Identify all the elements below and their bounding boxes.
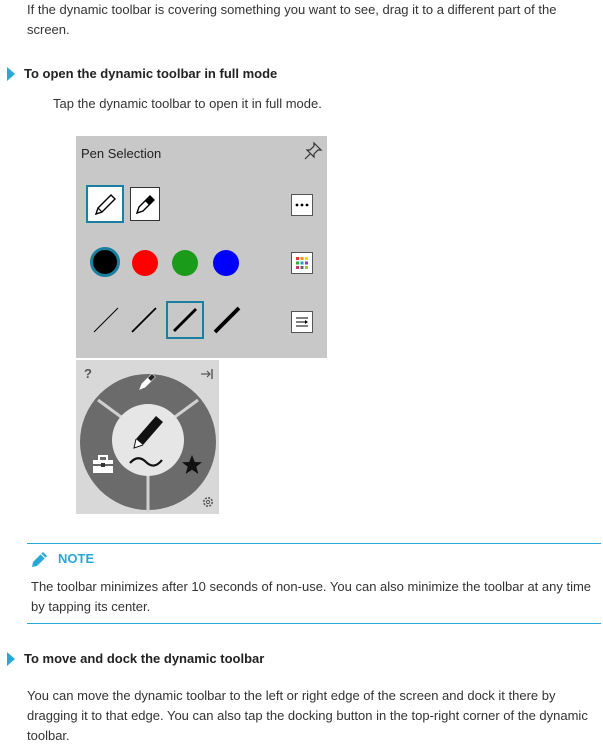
star-favorites-icon[interactable] [180,453,204,477]
dynamic-toolbar[interactable] [76,360,219,514]
pen-selection-panel [76,136,327,358]
section-heading-open-full-mode[interactable]: To open the dynamic toolbar in full mode [24,66,278,81]
pin-icon[interactable] [303,141,323,161]
intro-line-1: If the dynamic toolbar is covering something you want to see, drag it to a different part of the [27,2,557,17]
color-palette-button[interactable] [291,252,313,274]
section-heading-move-dock[interactable]: To move and dock the dynamic toolbar [24,651,265,666]
more-options-button[interactable] [291,194,313,216]
note-bottom-divider [27,623,601,624]
note-line-1: The toolbar minimizes after 10 seconds of non-use. You can also minimize the toolbar at any time [31,579,592,594]
color-swatch-black-selected[interactable] [90,247,120,277]
active-pen-icon [124,408,172,470]
expand-arrow-icon[interactable] [7,67,15,81]
line-thickness-extra-thick-icon[interactable] [211,304,243,336]
line-thickness-thick-selected[interactable] [166,301,204,339]
pen-tool-icon[interactable] [136,369,160,393]
help-button[interactable]: ? [84,366,92,381]
adjust-lines-icon [292,312,312,332]
color-swatch-blue[interactable] [213,250,239,276]
section2-line-2: dragging it to that edge. You can also tap the docking button in the top-right corner of the dynamic [27,708,588,723]
color-swatch-red[interactable] [132,250,158,276]
pen-icon [88,187,122,221]
color-swatch-green[interactable] [172,250,198,276]
note-line-2: by tapping its center. [31,599,151,614]
line-thickness-medium-icon[interactable] [128,304,160,336]
line-thickness-thick-icon [168,303,202,337]
dock-arrow-icon[interactable] [200,368,214,380]
palette-grid-icon [292,253,312,273]
section2-line-1: You can move the dynamic toolbar to the left or right edge of the screen and dock it there by [27,688,556,703]
note-label: NOTE [58,551,95,566]
toolbox-icon[interactable] [90,452,116,476]
pen-type-highlighter[interactable] [130,187,160,221]
pen-type-standard-selected[interactable] [86,185,124,223]
intro-line-2: screen. [27,22,70,37]
gear-icon[interactable] [201,495,215,509]
line-thickness-thin-icon[interactable] [90,304,122,336]
pencil-note-icon [30,549,50,569]
expand-arrow-icon[interactable] [7,652,15,666]
panel-title: Pen Selection [81,146,162,161]
ellipsis-icon [292,195,312,215]
pen-settings-button[interactable] [291,311,313,333]
highlighter-icon [131,188,159,220]
section2-line-3: toolbar. [27,728,70,743]
instruction-text: Tap the dynamic toolbar to open it in full mode. [53,96,322,111]
note-top-divider [27,543,601,544]
